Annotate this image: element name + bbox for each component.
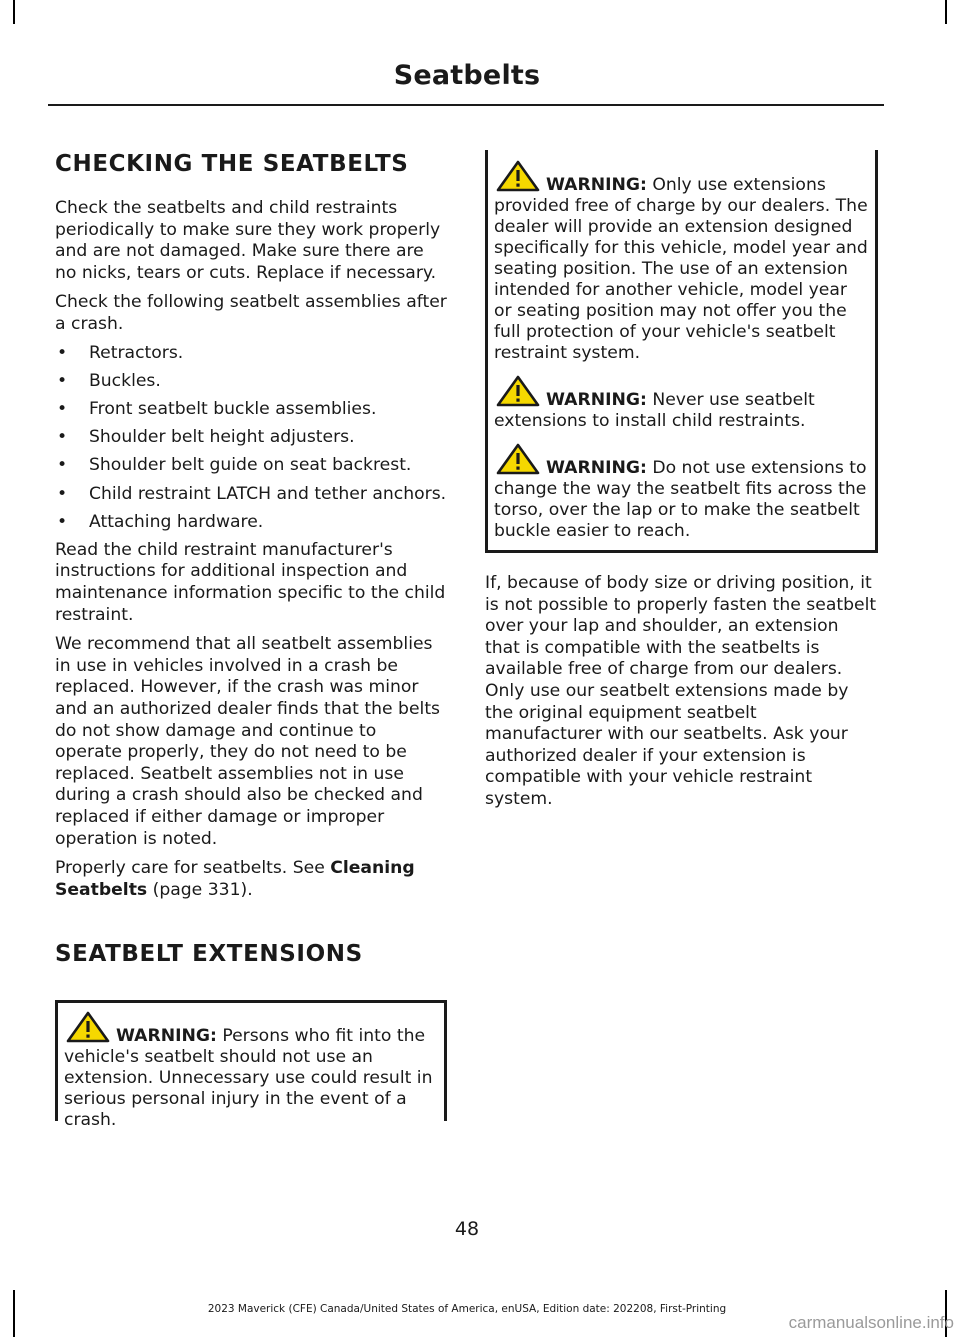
page-header-title: Seatbelts xyxy=(393,60,541,91)
cleaning-seatbelts-link[interactable]: Cleaning Seatbelts xyxy=(55,858,415,900)
warning-label: WARNING: xyxy=(546,458,647,478)
bullet: • xyxy=(57,427,68,448)
list-item-text: Front seatbelt buckle assemblies. xyxy=(89,398,377,419)
list-item-text: Buckles. xyxy=(89,370,161,391)
warning-triangle-icon xyxy=(496,375,540,407)
page-reference: (page 331). xyxy=(147,879,253,900)
warning-triangle-icon xyxy=(66,1011,110,1043)
watermark: carmanualsonline.info xyxy=(788,1313,954,1332)
list-item-text: Retractors. xyxy=(89,342,184,363)
warning-label: WARNING: xyxy=(546,390,647,410)
bullet: • xyxy=(57,342,68,363)
list-item xyxy=(55,399,447,421)
crop-mark-top-right xyxy=(945,0,947,24)
header-divider xyxy=(48,104,884,106)
warning-triangle-icon xyxy=(496,160,540,192)
left-column xyxy=(55,150,447,1131)
checking-paragraph-4: We recommend that all seatbelt assemblies in use in vehicles involved in a crash be replaced. However, if the crash was minor and an authorized dealer finds that the belts do not show damage and continue to operate properly, they do not need to be replaced. Seatbelt assemblies not in use during a crash should also be checked and replaced if either damage or improper operation is noted. xyxy=(55,634,441,849)
list-item xyxy=(55,455,447,477)
bullet: • xyxy=(57,455,68,476)
checking-paragraph-2: Check the following seatbelt assemblies after a crash. xyxy=(55,292,447,334)
warning-body: Only use extensions provided free of charge by our dealers. The dealer will provide an extension designed specifically for this vehicle, model year and seating position. The use of an extension intended for another vehicle, model year or seating position may not offer you the full protection of your vehicle's seatbelt restraint system. xyxy=(494,175,868,363)
list-item xyxy=(55,427,447,449)
crop-mark-top-left xyxy=(13,0,15,24)
page-number: 48 xyxy=(454,1218,480,1240)
warning-triangle-icon xyxy=(496,443,540,475)
warning-body: Persons who fit into the vehicle's seatbelt should not use an extension. Unnecessary use could result in serious personal injury in the event of a crash. xyxy=(64,1026,433,1131)
list-item-text: Attaching hardware. xyxy=(89,511,264,532)
list-item xyxy=(55,484,447,506)
warning-text xyxy=(494,160,869,364)
list-item xyxy=(55,343,447,365)
bullet: • xyxy=(57,370,68,391)
warning-text xyxy=(494,375,869,432)
warning-body: Never use seatbelt extensions to install child restraints. xyxy=(494,390,815,431)
list-item-text: Shoulder belt height adjusters. xyxy=(89,427,355,448)
list-item xyxy=(55,371,447,393)
warning-text xyxy=(494,443,869,542)
bullet: • xyxy=(57,398,68,419)
warning-text xyxy=(64,1011,438,1131)
checking-paragraph-1: Check the seatbelts and child restraints periodically to make sure they work properly and are not damaged. Make sure there are no nicks, tears or cuts. Replace if necessary. xyxy=(55,198,441,283)
warning-box-1 xyxy=(55,1000,447,1131)
list-item-text: Child restraint LATCH and tether anchors. xyxy=(89,483,447,504)
bullet: • xyxy=(57,483,68,504)
assembly-list xyxy=(55,343,447,534)
footer-edition-info: 2023 Maverick (CFE) Canada/United States of America, enUSA, Edition date: 202208, First-Printing xyxy=(207,1303,727,1315)
bullet: • xyxy=(57,511,68,532)
section-heading-extensions: SEATBELT EXTENSIONS xyxy=(55,941,363,968)
warning-box-2 xyxy=(485,150,878,553)
warning-body: Do not use extensions to change the way the seatbelt fits across the torso, over the lap or to make the seatbelt buckle easier to reach. xyxy=(494,458,867,541)
section-heading-checking: CHECKING THE SEATBELTS xyxy=(55,151,409,177)
list-item xyxy=(55,512,447,534)
extensions-body: If, because of body size or driving position, it is not possible to properly fasten the seatbelt over your lap and shoulder, an extension that is compatible with the seatbelts is available free of charge from our dealers. Only use our seatbelt extensions made by the original equipment seatbelt manufacturer with our seatbelts. Ask your authorized dealer if your extension is compatible with your vehicle restraint system. xyxy=(485,573,877,809)
warning-label: WARNING: xyxy=(546,175,647,195)
care-text: Properly care for seatbelts. See xyxy=(55,858,331,879)
list-item-text: Shoulder belt guide on seat backrest. xyxy=(89,455,412,476)
right-column xyxy=(485,150,878,811)
checking-paragraph-3: Read the child restraint manufacturer's instructions for additional inspection and maintenance information specific to the child restraint. xyxy=(55,539,446,625)
warning-label: WARNING: xyxy=(116,1026,217,1047)
care-paragraph xyxy=(55,858,447,901)
